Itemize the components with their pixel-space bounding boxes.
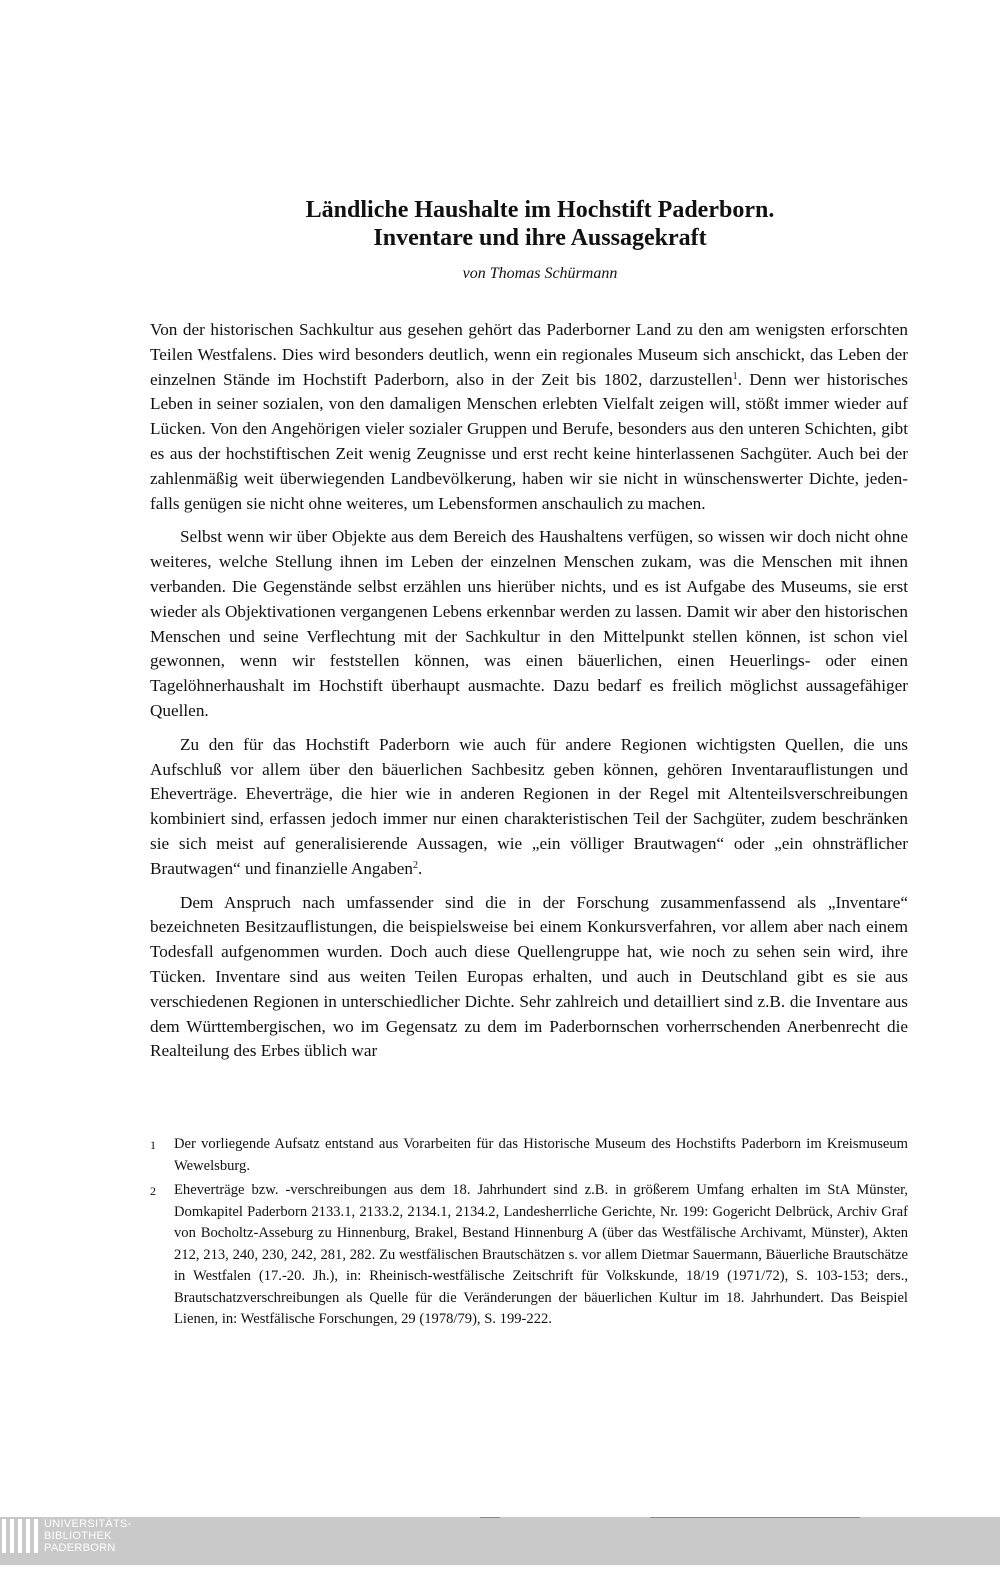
scan-artifact-line <box>480 1517 500 1518</box>
footnote-text: Eheverträge bzw. -verschreibungen aus dem 18. Jahrhundert sind z.B. in größerem Umfang erhalten im StA Münster, Domkapitel Paderborn 2133.1, 2133.2, 2134.1, 2134.2, Landesherrliche Gerichte, Nr. 199: Gogericht Delbrück, Archiv Graf von Bocholtz-Asseburg zu Hinnenburg, Brakel, Bestand Hinnenburg A (über das Westfälische Archivamt, Münster), Akten 212, 213, 240, 230, 242, 281, 282. Zu westfälischen Brautschätzen s. vor allem Dietmar Sauermann, Bäuerliche Brautschätze in Westfalen (17.-20. Jh.), in: Rheinisch-westfälische Zeitschrift für Volkskunde, 18/19 (1971/72), S. 103-153; ders., Brautschatzverschreibungen als Quelle für die Veränderungen der bäuerlichen Kultur im 18. Jahrhundert. Das Beispiel Lienen, in: Westfälische Forschungen, 29 (1978/79), S. 199-222. <box>174 1182 908 1327</box>
paragraph-3-text-a: Zu den für das Hochstift Paderborn wie auch für andere Regionen wichtigsten Quellen, die uns Aufschluß vor allem über den bäuerlichen Sachbesitz geben können, gehören Inventarauflistungen und Eheverträge. Eheverträge, die hier wie in anderen Regionen in der Regel mit Altenteilsverschreibungen kombiniert sind, erfassen jedoch immer nur einen charakteristischen Teil der Sachgüter, zudem beschränken sie sich meist auf generalisierende Aussagen, wie „ein völliger Brautwagen“ oder „ein ohnsträflicher Brautwagen“ und finanzielle Angaben <box>150 734 908 878</box>
article-title-line-1: Ländliche Haushalte im Hochstift Paderborn. <box>305 197 775 223</box>
library-logo <box>2 1518 132 1554</box>
logo-line-2: BIBLIOTHEK <box>44 1530 112 1542</box>
paragraph-3 <box>150 733 908 882</box>
footnote-number: 2 <box>150 1184 156 1198</box>
footnote-ref-1: 1 <box>732 370 738 382</box>
article-author: von Thomas Schürmann <box>462 265 618 282</box>
library-logo-icon <box>2 1519 38 1553</box>
footnote-text: Der vorliegende Aufsatz entstand aus Vorarbeiten für das Historische Museum des Hochstifts Paderborn im Kreismuseum Wewelsburg. <box>174 1136 908 1174</box>
paragraph-4: Dem Anspruch nach umfassender sind die in der Forschung zusammenfassend als „Inventare“ bezeichneten Besitzauflistungen, die beispielsweise bei einem Konkursverfahren, vor allem aber nach einem Todesfall aufgenommen wurden. Doch auch diese Quellengruppe hat, wie noch zu sehen sein wird, ihre Tücken. Inventare sind aus weiten Teilen Europas erhalten, und auch in Deutschland gibt es sie aus verschiedenen Regionen in unterschiedlicher Dichte. Sehr zahlreich und detailliert sind z.B. die Inventare aus dem Württembergischen, wo im Gegensatz zu dem im Paderbornschen vorherrschenden Anerbenrecht die Realteilung des Erbes üblich war <box>150 892 908 1061</box>
logo-line-1: UNIVERSITÄTS- <box>44 1518 132 1530</box>
paragraph-3-text-b: . <box>417 858 423 878</box>
footnote <box>150 1134 908 1177</box>
article-body <box>150 318 908 1064</box>
footnotes <box>150 1134 908 1334</box>
library-footer-bar <box>0 1517 1000 1565</box>
paragraph-2: Selbst wenn wir über Objekte aus dem Bereich des Haushaltens verfügen, so wissen wir doch nicht ohne weiteres, welche Stellung ihnen im Leben der einzelnen Menschen zukam, was die Menschen mit ihnen verbanden. Die Gegenstände selbst erzählen uns hierüber nichts, und es ist Aufgabe des Museums, sie erst wieder als Objektivationen vergangenen Lebens erkennbar werden zu lassen. Damit wir aber den historischen Menschen und seine Verflechtung mit der Sachkultur in den Mittelpunkt stellen können, ist schon viel gewonnen, wenn wir feststellen können, was einen bäuerlichen, einen Heuerlings- oder einen Tagelöhnerhaushalt im Hochstift überhaupt ausmachte. Dazu bedarf es freilich möglichst aussagefähiger Quellen. <box>150 527 908 720</box>
article-title-line-2: Inventare und ihre Aussagekraft <box>373 225 707 251</box>
library-logo-text <box>44 1518 132 1554</box>
footnote <box>150 1180 908 1331</box>
paragraph-1-text-b: . Denn wer historisches Leben in seiner sozialen, von den damaligen Menschen erlebten Vielfalt zeigen will, stößt immer wieder auf Lücken. Von den Angehörigen vieler sozialer Gruppen und Berufe, besonders aus den unteren Schichten, gibt es aus der hochstiftischen Zeit wenig Zeugnisse und erst recht keine hinterlassenen Sachgüter. Auch bei der zahlenmäßig weit überwiegenden Landbevölkerung, haben wir sie nicht in wünschenswerter Dichte, jedenfalls genügen sie nicht ohne weiteres, um Lebensformen anschaulich zu machen. <box>150 369 908 513</box>
footnote-ref-2: 2 <box>412 859 418 871</box>
paragraph-1 <box>150 318 908 516</box>
paragraph-1-text-a: Von der historischen Sachkultur aus gesehen gehört das Paderborner Land zu den am wenigsten erforschten Teilen Westfalens. Dies wird besonders deutlich, wenn ein regionales Museum sich anschickt, das Leben der einzelnen Stände im Hochstift Paderborn, also in der Zeit bis 1802, darzustellen <box>150 320 908 389</box>
scan-artifact-line <box>650 1517 860 1518</box>
footnote-number: 1 <box>150 1138 156 1152</box>
logo-line-3: PADERBORN <box>44 1542 116 1554</box>
